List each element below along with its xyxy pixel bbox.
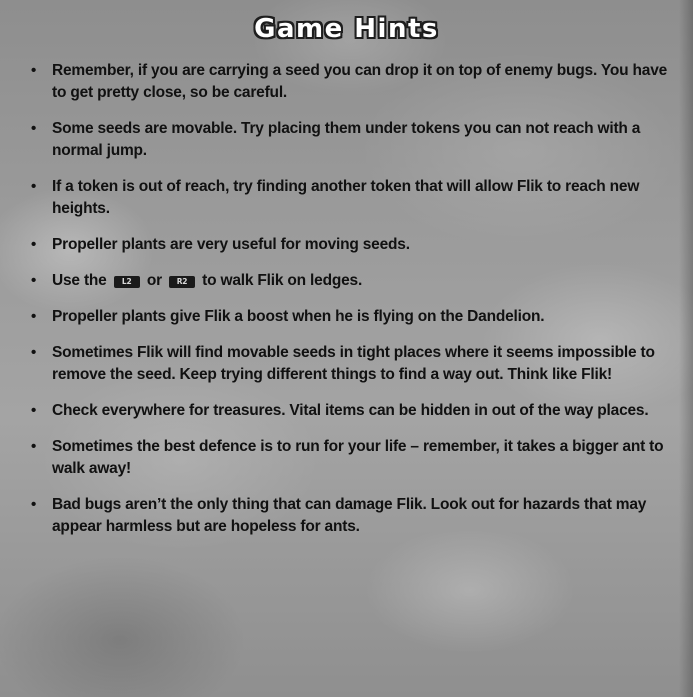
bullet: • bbox=[31, 120, 37, 137]
bullet: • bbox=[31, 308, 37, 325]
bullet: • bbox=[31, 62, 37, 79]
hint-text: If a token is out of reach, try finding another token that will allow Flik to reach new heights. bbox=[52, 178, 640, 217]
bullet: • bbox=[31, 496, 37, 513]
bullet: • bbox=[31, 272, 37, 289]
hint-text-before: Use the bbox=[52, 272, 107, 289]
hint-text: Bad bugs aren’t the only thing that can damage Flik. Look out for hazards that may appear harmless but are hopeless for ants. bbox=[52, 496, 647, 535]
hint-item bbox=[30, 60, 680, 104]
hint-text: Sometimes Flik will find movable seeds in tight places where it seems impossible to remove the seed. Keep trying different things to find a way out. Think like Flik! bbox=[52, 344, 655, 383]
hint-item bbox=[30, 342, 680, 386]
hint-item bbox=[30, 494, 680, 538]
r2-button-icon: R2 bbox=[169, 276, 195, 288]
hint-text: Sometimes the best defence is to run for your life – remember, it takes a bigger ant to walk away! bbox=[52, 438, 664, 477]
hint-item bbox=[30, 436, 680, 480]
hint-item bbox=[30, 176, 680, 220]
bullet: • bbox=[31, 178, 37, 195]
l2-button-icon: L2 bbox=[114, 276, 140, 288]
bullet: • bbox=[31, 236, 37, 253]
hint-text-after: to walk Flik on ledges. bbox=[202, 272, 363, 289]
hint-item bbox=[30, 234, 680, 256]
hint-item bbox=[30, 118, 680, 162]
hint-list bbox=[30, 60, 680, 552]
hint-text: Propeller plants give Flik a boost when he is flying on the Dandelion. bbox=[52, 308, 545, 325]
hint-item bbox=[30, 270, 680, 292]
bullet: • bbox=[31, 438, 37, 455]
hint-text: Propeller plants are very useful for moving seeds. bbox=[52, 236, 410, 253]
bullet: • bbox=[31, 344, 37, 361]
bullet: • bbox=[31, 402, 37, 419]
hint-item bbox=[30, 306, 680, 328]
hint-text: Remember, if you are carrying a seed you can drop it on top of enemy bugs. You have to get pretty close, so be careful. bbox=[52, 62, 668, 101]
hint-item bbox=[30, 400, 680, 422]
hint-text: Check everywhere for treasures. Vital items can be hidden in out of the way places. bbox=[52, 402, 649, 419]
hint-text: Some seeds are movable. Try placing them under tokens you can not reach with a normal jump. bbox=[52, 120, 641, 159]
hint-text-between: or bbox=[146, 272, 162, 289]
page-title: Game Hints bbox=[254, 14, 439, 44]
